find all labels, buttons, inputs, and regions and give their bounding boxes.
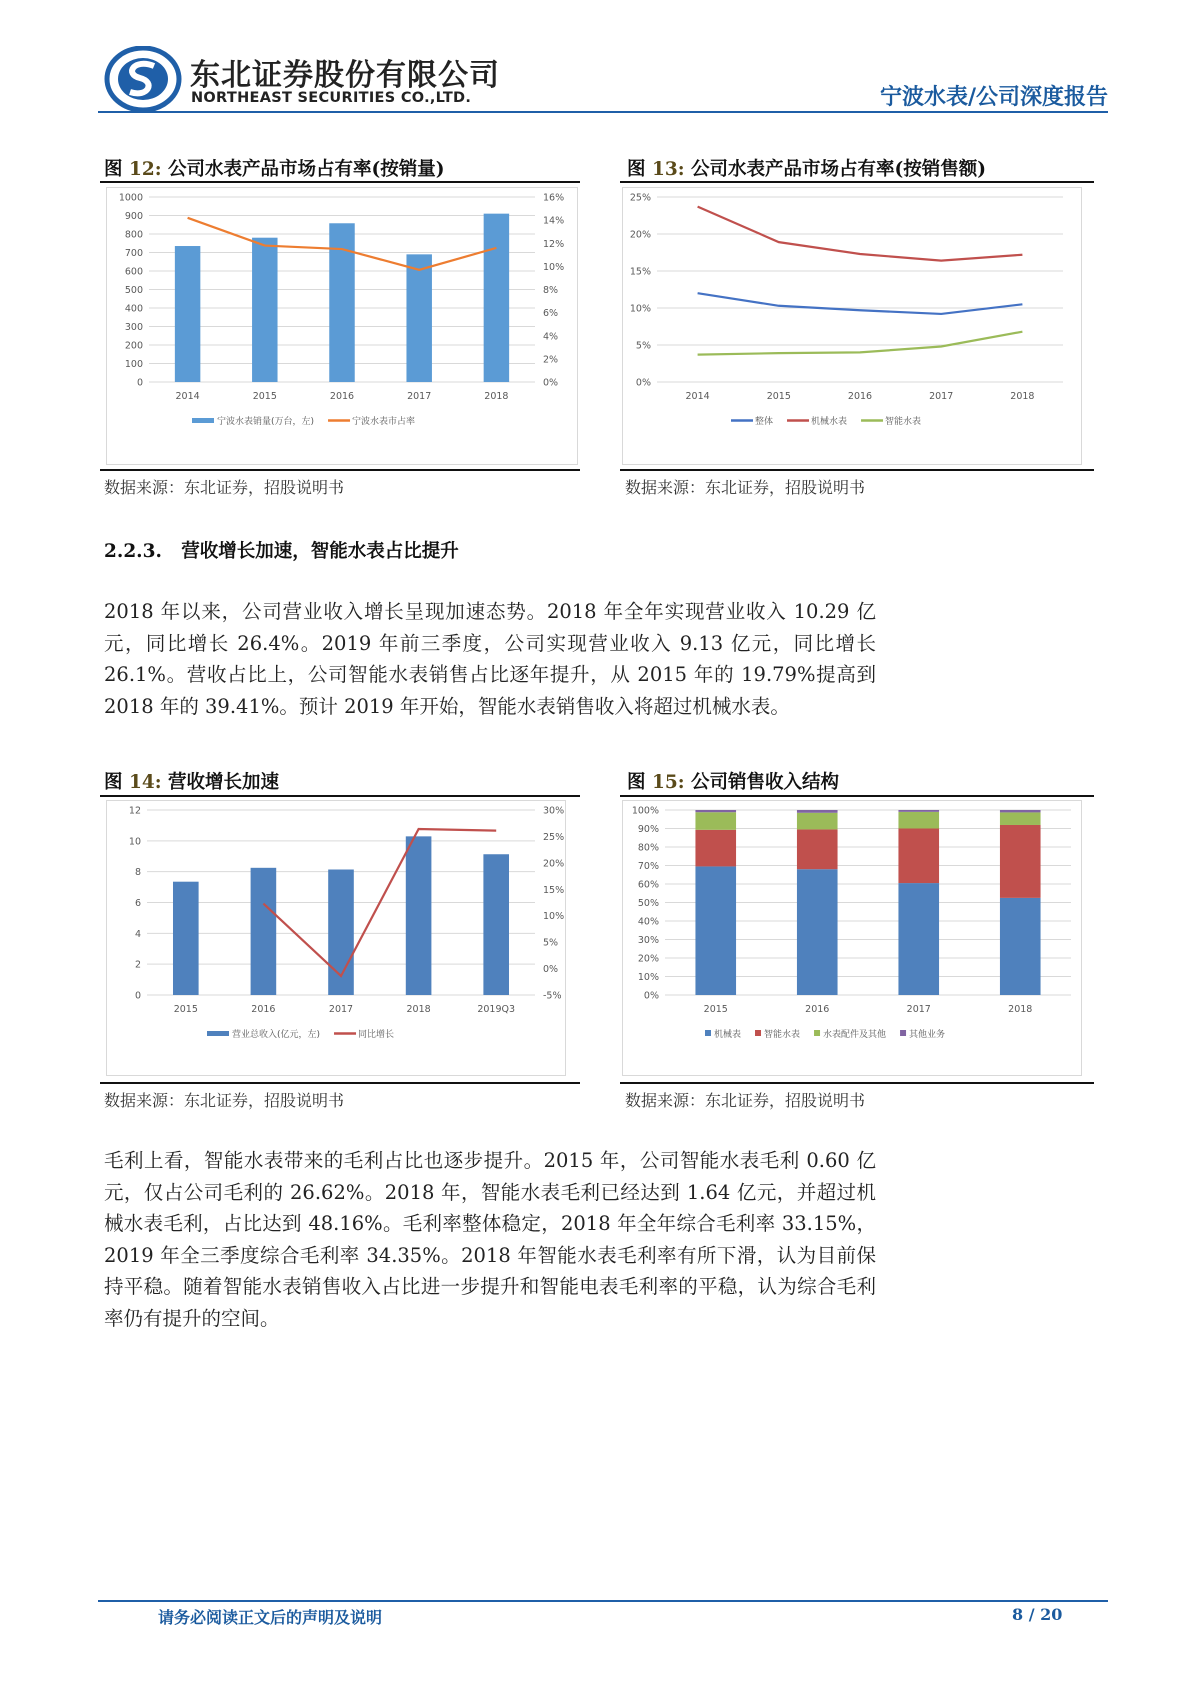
- stacked-bar-segment: [797, 810, 838, 813]
- bar: [483, 854, 509, 995]
- y2-tick-label: 30%: [543, 805, 565, 817]
- y2-tick-label: 20%: [543, 858, 565, 870]
- y-tick-label: 40%: [637, 916, 659, 928]
- figure-14-chart: [106, 800, 566, 1076]
- y-tick-label: 4: [134, 928, 141, 940]
- x-tick-label: 2016: [847, 391, 873, 402]
- company-logo: [104, 46, 182, 112]
- chart-15-svg: [623, 801, 1081, 1075]
- section-heading: [104, 537, 459, 563]
- section-title: 营收增长加速，智能水表占比提升: [181, 541, 459, 562]
- x-tick-label: 2014: [685, 391, 710, 402]
- stacked-bar-segment: [695, 866, 736, 995]
- stacked-bar-segment: [797, 869, 838, 995]
- x-tick-label: 2018: [406, 1004, 431, 1015]
- stacked-bar-segment: [898, 810, 939, 812]
- chart-13-svg: [623, 188, 1081, 464]
- figure-15-chart: [622, 800, 1082, 1076]
- stacked-bar-segment: [1000, 898, 1041, 995]
- y2-tick-label: 8%: [543, 285, 559, 296]
- y-tick-label: 5%: [635, 340, 651, 352]
- legend-label: 整体: [755, 417, 774, 427]
- y-tick-label: 10: [128, 836, 141, 848]
- legend-swatch: [192, 418, 214, 423]
- stacked-bar-segment: [1000, 810, 1041, 812]
- y-tick-label: 400: [124, 303, 143, 315]
- y-tick-label: 15%: [629, 266, 651, 278]
- legend-label: 智能水表: [764, 1030, 801, 1040]
- figure-13-source: 数据来源：东北证券，招股说明书: [625, 478, 866, 497]
- y2-tick-label: 12%: [543, 238, 565, 250]
- header-divider: [98, 111, 1108, 113]
- y2-tick-label: 10%: [543, 911, 565, 923]
- y-tick-label: 100%: [631, 805, 659, 817]
- figure-caption: 公司水表产品市场占有率(按销量): [168, 159, 445, 180]
- x-tick-label: 2016: [329, 391, 355, 402]
- y-tick-label: 0: [136, 377, 143, 389]
- bar: [252, 238, 277, 382]
- figure-label: 图: [104, 159, 123, 180]
- y-tick-label: 10%: [629, 303, 651, 315]
- y-tick-label: 80%: [637, 842, 659, 854]
- stacked-bar-segment: [1000, 825, 1041, 898]
- y2-tick-label: -5%: [543, 990, 562, 1002]
- x-tick-label: 2018: [1010, 391, 1035, 402]
- legend-label: 机械表: [714, 1030, 742, 1040]
- y-tick-label: 60%: [637, 879, 659, 891]
- y-tick-label: 100: [124, 359, 143, 370]
- y2-tick-label: 16%: [543, 192, 565, 204]
- x-tick-label: 2015: [703, 1004, 728, 1015]
- legend-label: 机械水表: [811, 417, 848, 427]
- bar: [175, 246, 200, 382]
- legend-label: 同比增长: [358, 1030, 395, 1040]
- y2-tick-label: 0%: [543, 377, 559, 389]
- stacked-bar-segment: [898, 829, 939, 884]
- y2-tick-label: 2%: [543, 354, 559, 366]
- x-tick-label: 2015: [173, 1004, 198, 1015]
- y-tick-label: 20%: [637, 953, 659, 965]
- x-tick-label: 2015: [766, 391, 791, 402]
- figure-top-rule: [100, 795, 580, 797]
- company-name-cn: 东北证券股份有限公司: [190, 58, 500, 93]
- figure-12-chart: [106, 187, 578, 465]
- figure-top-rule: [620, 181, 1094, 183]
- y-tick-label: 2: [134, 959, 141, 971]
- y-tick-label: 0%: [643, 990, 659, 1002]
- figure-number: 12:: [128, 159, 162, 180]
- y-tick-label: 0%: [635, 377, 651, 389]
- figure-15-title: [627, 768, 839, 794]
- chart-14-svg: [107, 801, 565, 1075]
- body-paragraph-1: 2018 年以来，公司营业收入增长呈现加速态势。2018 年全年实现营业收入 10.29 亿元，同比增长 26.4%。2019 年前三季度，公司实现营业收入 9.13 亿元，同比增长 26.1%。营收占比上，公司智能水表销售占比逐年提升，从 2015 年的 19.79%提高到 2018 年的 39.41%。预计 2019 年开始，智能水表销售收入将超过机械水表。: [104, 600, 876, 718]
- figure-number: 14:: [128, 772, 162, 793]
- bar: [329, 223, 354, 382]
- y2-tick-label: 0%: [543, 964, 559, 976]
- x-tick-label: 2017: [328, 1004, 354, 1015]
- line-series: [698, 332, 1023, 355]
- x-tick-label: 2016: [251, 1004, 276, 1015]
- legend-label: 宁波水表市占率: [352, 417, 416, 427]
- logo-emblem-icon: [104, 46, 182, 112]
- y-tick-label: 500: [124, 285, 143, 296]
- legend-label: 其他业务: [909, 1030, 946, 1040]
- y-tick-label: 1000: [118, 192, 143, 204]
- x-tick-label: 2018: [484, 391, 509, 402]
- x-tick-label: 2014: [175, 391, 200, 402]
- figure-bottom-rule: [100, 469, 580, 471]
- figure-14-title: [104, 768, 279, 794]
- figure-caption: 公司水表产品市场占有率(按销售额): [691, 159, 987, 180]
- bar: [406, 836, 432, 995]
- bar: [406, 254, 431, 382]
- figure-top-rule: [620, 795, 1094, 797]
- y-tick-label: 50%: [637, 898, 659, 909]
- x-tick-label: 2017: [407, 391, 432, 402]
- y-tick-label: 6: [134, 898, 141, 909]
- line-series: [698, 293, 1023, 314]
- legend-swatch: [705, 1030, 711, 1036]
- stacked-bar-segment: [695, 830, 736, 867]
- chart-12-svg: [107, 188, 577, 464]
- y-tick-label: 600: [124, 266, 143, 278]
- stacked-bar-segment: [898, 812, 939, 829]
- x-tick-label: 2019Q3: [477, 1004, 516, 1015]
- x-tick-label: 2018: [1008, 1004, 1033, 1015]
- y-tick-label: 8: [134, 867, 141, 879]
- section-number: 2.2.3.: [104, 541, 162, 562]
- y2-tick-label: 6%: [543, 308, 559, 320]
- x-tick-label: 2017: [906, 1004, 931, 1015]
- figure-label: 图: [627, 772, 646, 793]
- stacked-bar-segment: [797, 829, 838, 869]
- legend-label: 营业总收入(亿元，左): [232, 1030, 321, 1040]
- y-tick-label: 800: [124, 229, 143, 241]
- stacked-bar-segment: [695, 812, 736, 830]
- y-tick-label: 700: [124, 248, 143, 259]
- legend-swatch: [814, 1030, 820, 1036]
- body-paragraph-2: 毛利上看，智能水表带来的毛利占比也逐步提升。2015 年，公司智能水表毛利 0.60 亿元，仅占公司毛利的 26.62%。2018 年，智能水表毛利已经达到 1.64 亿元，并超过机械水表毛利，占比达到 48.16%。毛利率整体稳定，2018 年全年综合毛利率 33.15%，2019 年全三季度综合毛利率 34.35%。2018 年智能水表毛利率有所下滑，认为目前保持平稳。随着智能水表销售收入占比进一步提升和智能电表毛利率的平稳，认为综合毛利率仍有提升的空间。: [104, 1149, 876, 1330]
- figure-number: 13:: [651, 159, 685, 180]
- stacked-bar-segment: [797, 813, 838, 830]
- y-tick-label: 20%: [629, 229, 651, 241]
- x-tick-label: 2016: [805, 1004, 830, 1015]
- figure-bottom-rule: [620, 469, 1094, 471]
- legend-label: 水表配件及其他: [823, 1030, 887, 1040]
- figure-13-chart: [622, 187, 1082, 465]
- figure-15-source: 数据来源：东北证券，招股说明书: [625, 1091, 866, 1110]
- figure-12-title: [104, 155, 445, 181]
- y-tick-label: 25%: [629, 192, 651, 204]
- x-tick-label: 2015: [252, 391, 277, 402]
- stacked-bar-segment: [1000, 812, 1041, 825]
- legend-label: 智能水表: [885, 417, 922, 427]
- legend-swatch: [900, 1030, 906, 1036]
- figure-14-source: 数据来源：东北证券，招股说明书: [104, 1091, 345, 1110]
- legend-swatch: [207, 1031, 229, 1036]
- bar: [484, 214, 509, 382]
- company-name-en: NORTHEAST SECURITIES CO.,LTD.: [191, 90, 472, 106]
- y-tick-label: 0: [134, 990, 141, 1002]
- legend-swatch: [755, 1030, 761, 1036]
- x-tick-label: 2017: [929, 391, 954, 402]
- figure-bottom-rule: [100, 1082, 580, 1084]
- figure-label: 图: [627, 159, 646, 180]
- y2-tick-label: 25%: [543, 831, 565, 843]
- y-tick-label: 900: [124, 211, 143, 222]
- bar: [173, 882, 199, 995]
- y-tick-label: 300: [124, 322, 143, 333]
- figure-caption: 营收增长加速: [168, 772, 280, 793]
- footer-disclaimer: 请务必阅读正文后的声明及说明: [158, 1608, 383, 1627]
- y2-tick-label: 10%: [543, 261, 565, 273]
- figure-13-title: [627, 155, 986, 181]
- legend-label: 宁波水表销量(万台，左): [217, 417, 315, 427]
- page-number: 8 / 20: [1012, 1605, 1063, 1624]
- y-tick-label: 70%: [637, 861, 659, 872]
- y2-tick-label: 14%: [543, 215, 565, 227]
- figure-number: 15:: [651, 772, 685, 793]
- y2-tick-label: 4%: [543, 331, 559, 343]
- y2-tick-label: 15%: [543, 884, 565, 896]
- y-tick-label: 10%: [637, 972, 659, 983]
- figure-bottom-rule: [620, 1082, 1094, 1084]
- report-title: 宁波水表/公司深度报告: [879, 84, 1108, 110]
- y2-tick-label: 5%: [543, 937, 559, 949]
- figure-top-rule: [100, 181, 580, 183]
- figure-label: 图: [104, 772, 123, 793]
- bar: [251, 868, 277, 995]
- y-tick-label: 30%: [637, 935, 659, 946]
- y-tick-label: 200: [124, 340, 143, 352]
- stacked-bar-segment: [695, 810, 736, 812]
- y-tick-label: 12: [128, 805, 141, 817]
- footer-divider: [98, 1600, 1108, 1602]
- y-tick-label: 90%: [637, 824, 659, 835]
- figure-12-source: 数据来源：东北证券，招股说明书: [104, 478, 345, 497]
- stacked-bar-segment: [898, 883, 939, 995]
- figure-caption: 公司销售收入结构: [691, 772, 840, 793]
